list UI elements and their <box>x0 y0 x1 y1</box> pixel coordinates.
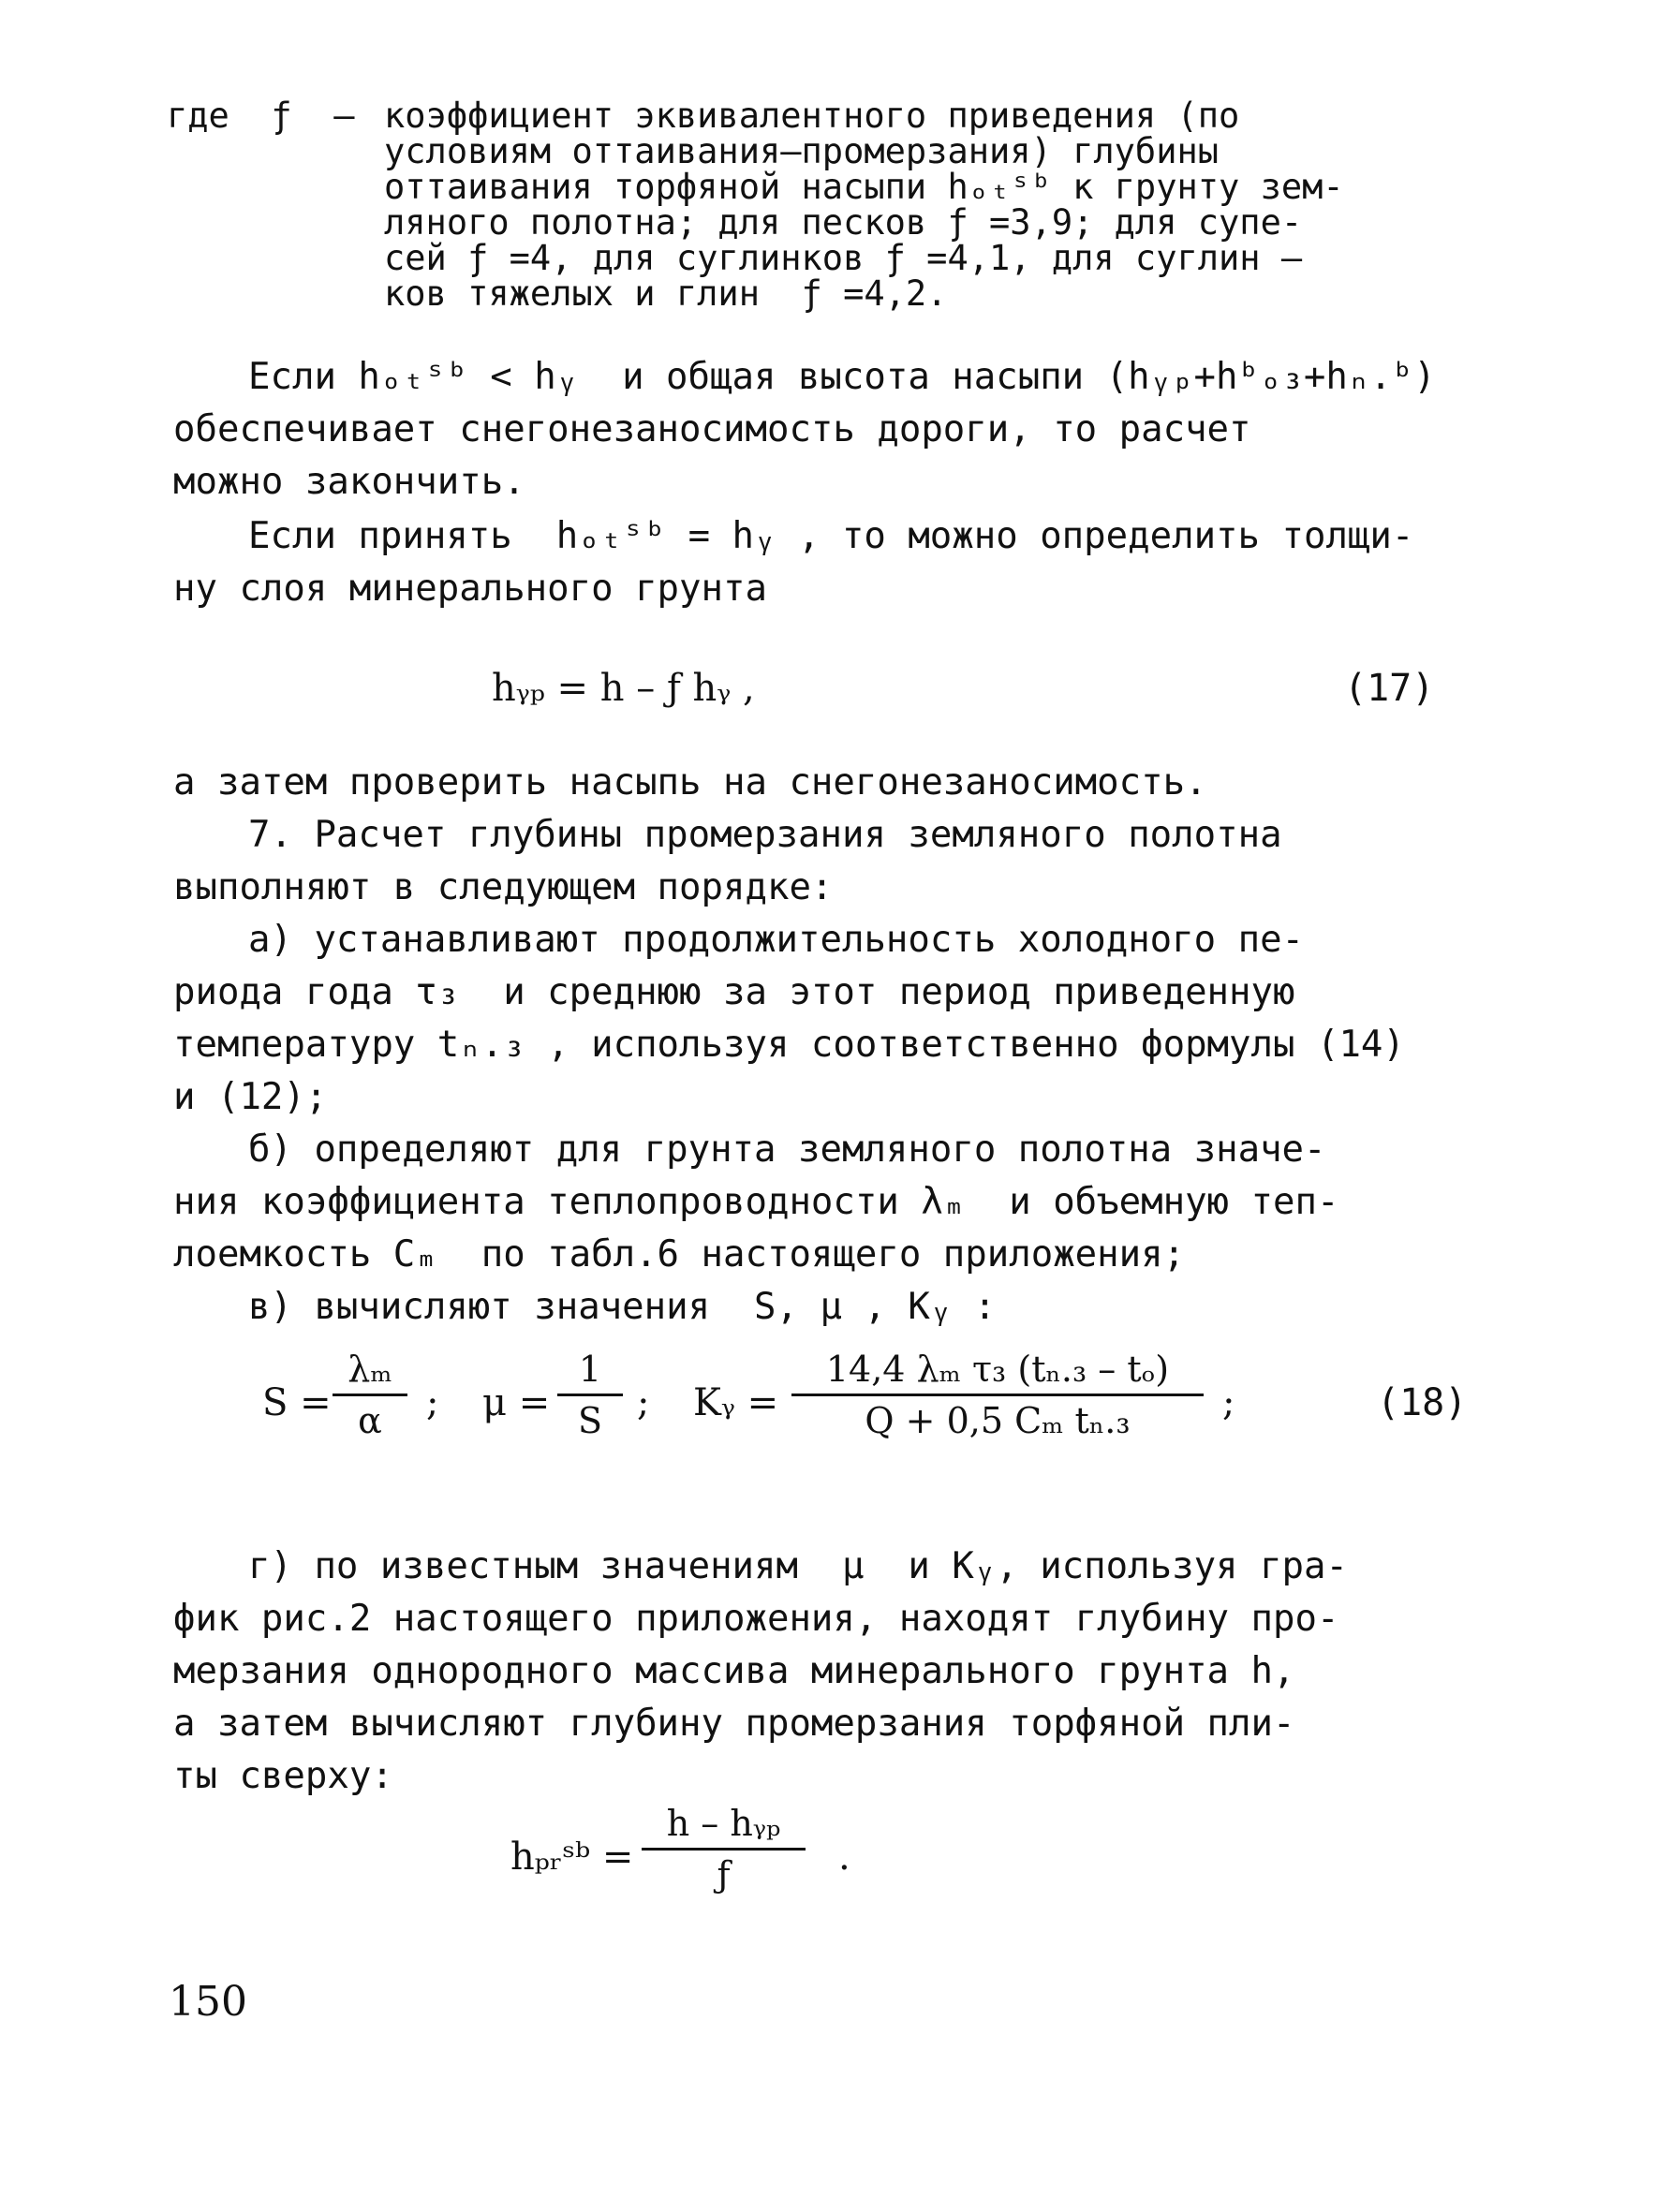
text-line: выполняют в следующем порядке: <box>173 866 834 908</box>
text-line: условиям оттаивания–промерзания) глубины <box>384 131 1220 171</box>
text-line: риода года τ₃ и среднюю за этот период приведенную <box>173 971 1295 1013</box>
fraction-denominator: Q + 0,5 Cₘ tₙ.₃ <box>865 1400 1131 1441</box>
equation-number-17: (17) <box>1344 667 1435 710</box>
formula-separator: ; <box>1222 1381 1235 1424</box>
fraction-denominator: S <box>577 1400 603 1441</box>
text-line: оттаивания торфяной насыпи hₒₜˢᵇ к грунту зем- <box>384 167 1344 207</box>
fraction-bar <box>557 1394 623 1396</box>
text-line: Если hₒₜˢᵇ < hᵧ и общая высота насыпи (hᵧₚ+hᵇₒ₃+hₙ.ᵇ) <box>248 356 1436 398</box>
fraction-mu <box>557 1349 623 1441</box>
page-number: 150 <box>169 1978 247 2026</box>
fraction-numerator: λₘ <box>347 1349 392 1390</box>
formula-tail: . <box>838 1836 850 1879</box>
text-line: фик рис.2 настоящего приложения, находят глубину про- <box>173 1598 1339 1640</box>
text-line: ков тяжелых и глин ƒ =4,2. <box>384 273 948 314</box>
text-line: ния коэффициента теплопроводности λₘ и объемную теп- <box>173 1181 1339 1223</box>
fraction-bar <box>333 1394 407 1396</box>
formula-lhs: hₚᵣˢᵇ = <box>510 1836 634 1879</box>
text-line: Если принять hₒₜˢᵇ = hᵧ , то можно определить толщи- <box>248 515 1414 557</box>
fraction-k <box>791 1349 1204 1441</box>
text-line: можно закончить. <box>173 461 525 503</box>
text-line: ты сверху: <box>173 1755 393 1797</box>
text-line: а затем проверить насыпь на снегонезаносимость. <box>173 761 1207 804</box>
fraction-s <box>333 1349 407 1441</box>
fraction-bar <box>642 1848 806 1851</box>
paragraph-freezing-calc <box>173 757 1405 1334</box>
text-line: а затем вычисляют глубину промерзания торфяной пли- <box>173 1703 1295 1745</box>
list-item-b: б) определяют для грунта земляного полотна значе- <box>248 1128 1326 1171</box>
fraction-numerator: 14,4 λₘ τ₃ (tₙ.₃ – tₒ) <box>825 1349 1170 1390</box>
fraction-numerator: h – hᵧₚ <box>666 1803 781 1844</box>
paragraph-snow-condition <box>173 351 1436 509</box>
fraction-final <box>642 1803 806 1895</box>
definition-text <box>384 98 1344 312</box>
formula-separator: ; <box>637 1381 650 1424</box>
fraction-denominator: ƒ <box>717 1854 731 1895</box>
formula-s-lhs: S = <box>262 1381 332 1424</box>
text-line: обеспечивает снегонезаносимость дороги, то расчет <box>173 408 1251 450</box>
formula-17: hᵧₚ = h – ƒ hᵧ , <box>492 667 755 710</box>
paragraph-item-g <box>173 1541 1348 1803</box>
text-line: мерзания однородного массива минерального грунта h, <box>173 1650 1295 1692</box>
text-line: коэффициент эквивалентного приведения (по <box>384 96 1240 136</box>
text-line: температуру tₙ.₃ , используя соответственно формулы (14) <box>173 1024 1405 1066</box>
fraction-numerator: 1 <box>578 1349 602 1390</box>
text-line: 7. Расчет глубины промерзания земляного полотна <box>248 814 1282 856</box>
text-line: лоемкость Cₘ по табл.6 настоящего приложения; <box>173 1233 1186 1276</box>
text-line: ну слоя минерального грунта <box>173 568 767 610</box>
text-line: ляного полотна; для песков ƒ =3,9; для супе- <box>384 202 1303 243</box>
fraction-bar <box>791 1394 1204 1396</box>
definition-label: где ƒ – <box>167 96 355 136</box>
list-item-a: а) устанавливают продолжительность холодного пе- <box>248 919 1305 961</box>
list-item-g: г) по известным значениям μ и Kᵧ, используя гра- <box>248 1545 1348 1587</box>
equation-number-18: (18) <box>1377 1381 1468 1424</box>
list-item-v: в) вычисляют значения S, μ , Kᵧ : <box>248 1286 997 1328</box>
paragraph-mineral-layer <box>173 510 1413 615</box>
fraction-denominator: α <box>358 1400 382 1441</box>
formula-k-lhs: Kᵧ = <box>693 1381 779 1424</box>
formula-mu-lhs: μ = <box>482 1381 551 1424</box>
formula-separator: ; <box>426 1381 439 1424</box>
text-line: сей ƒ =4, для суглинков ƒ =4,1, для суглин – <box>384 238 1303 278</box>
text-line: и (12); <box>173 1076 328 1118</box>
